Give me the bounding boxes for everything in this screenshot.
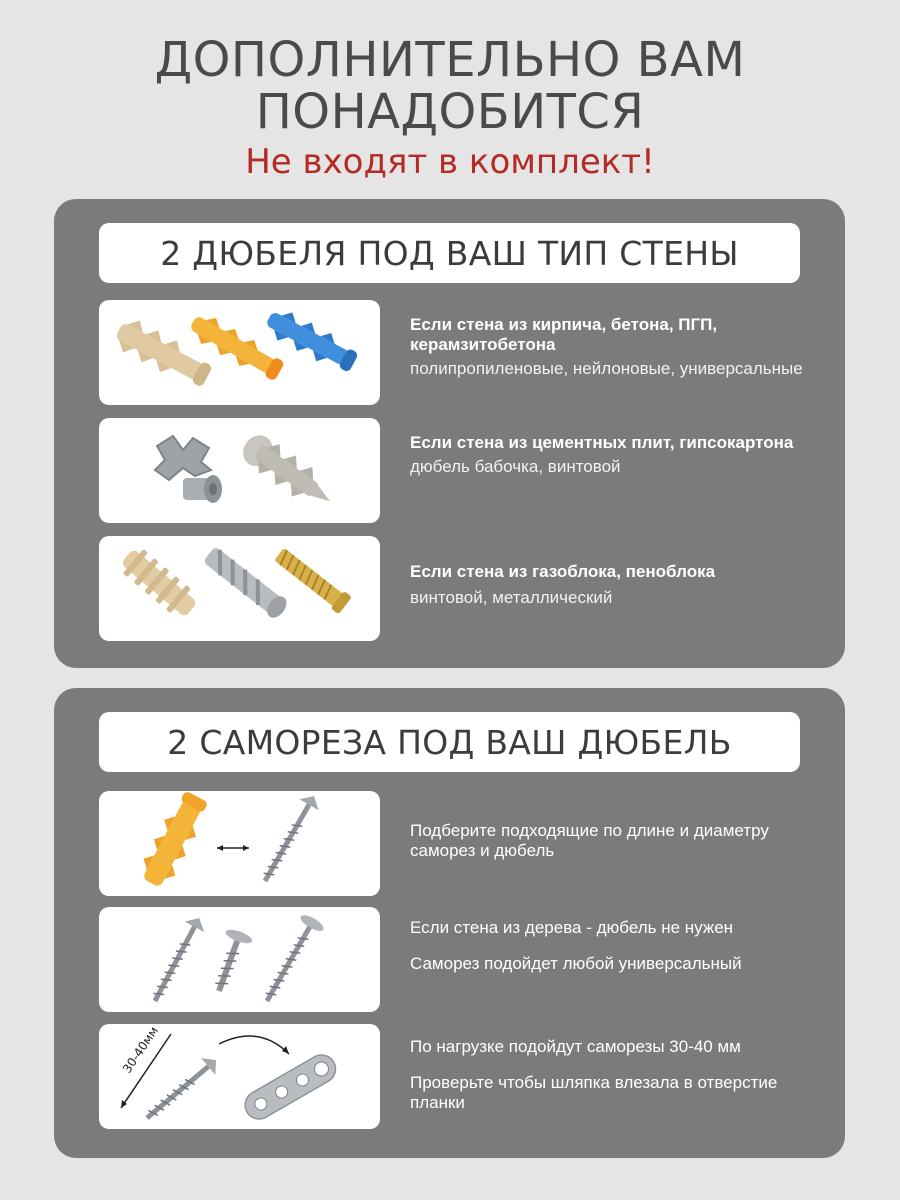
screw-card-1	[99, 791, 380, 896]
screw-desc-2-line-1: Если стена из дерева - дюбель не нужен	[410, 918, 734, 937]
aerated-concrete-dowels-icon	[99, 536, 380, 641]
screw-card-2	[99, 907, 380, 1012]
dowel-desc-1-title: Если стена из кирпича, бетона, ПГП, керамзитобетона	[410, 315, 718, 354]
screw-and-bracket-icon	[99, 1024, 380, 1129]
screw-desc-2	[410, 918, 830, 974]
page-subtitle: Не входят в комплект!	[245, 142, 655, 182]
dowels-heading: 2 ДЮБЕЛЯ ПОД ВАШ ТИП СТЕНЫ	[99, 223, 800, 283]
dowel-card-2	[99, 418, 380, 523]
dowel-and-screw-icon	[99, 791, 380, 896]
dowel-desc-3-text: винтовой, металлический	[410, 588, 613, 607]
screw-desc-1	[410, 821, 830, 861]
dowel-desc-2	[410, 433, 830, 477]
dowels-panel	[54, 199, 845, 668]
butterfly-dowel-icon	[99, 418, 380, 523]
wood-screws-icon	[99, 907, 380, 1012]
dowel-desc-1-text: полипропиленовые, нейлоновые, универсальные	[410, 359, 803, 378]
dowel-card-3	[99, 536, 380, 641]
dowel-desc-3-title: Если стена из газоблока, пеноблока	[410, 562, 716, 581]
screw-dimension-label: 30-40мм	[119, 1024, 162, 1076]
screws-panel	[54, 688, 845, 1158]
screw-card-3	[99, 1024, 380, 1129]
dowel-card-1	[99, 300, 380, 405]
screws-heading: 2 САМОРЕЗА ПОД ВАШ ДЮБЕЛЬ	[99, 712, 800, 772]
screw-desc-2-line-2: Саморез подойдет любой универсальный	[410, 954, 742, 973]
plastic-dowels-icon	[99, 300, 380, 405]
screw-desc-3	[410, 1037, 830, 1113]
screw-desc-3-line-1: По нагрузке подойдут саморезы 30-40 мм	[410, 1037, 741, 1056]
dowel-desc-2-title: Если стена из цементных плит, гипсокартона	[410, 433, 794, 452]
page-title-line-1: ДОПОЛНИТЕЛЬНО ВАМ	[154, 32, 746, 88]
screw-desc-1-line-1: Подберите подходящие по длине и диаметру саморез и дюбель	[410, 821, 769, 860]
dowel-desc-3	[410, 562, 830, 608]
dowel-desc-2-text: дюбель бабочка, винтовой	[410, 457, 621, 476]
dowel-desc-1	[410, 315, 830, 379]
screw-desc-3-line-2: Проверьте чтобы шляпка влезала в отверстие планки	[410, 1073, 778, 1112]
page-title-line-2: ПОНАДОБИТСЯ	[255, 84, 645, 140]
